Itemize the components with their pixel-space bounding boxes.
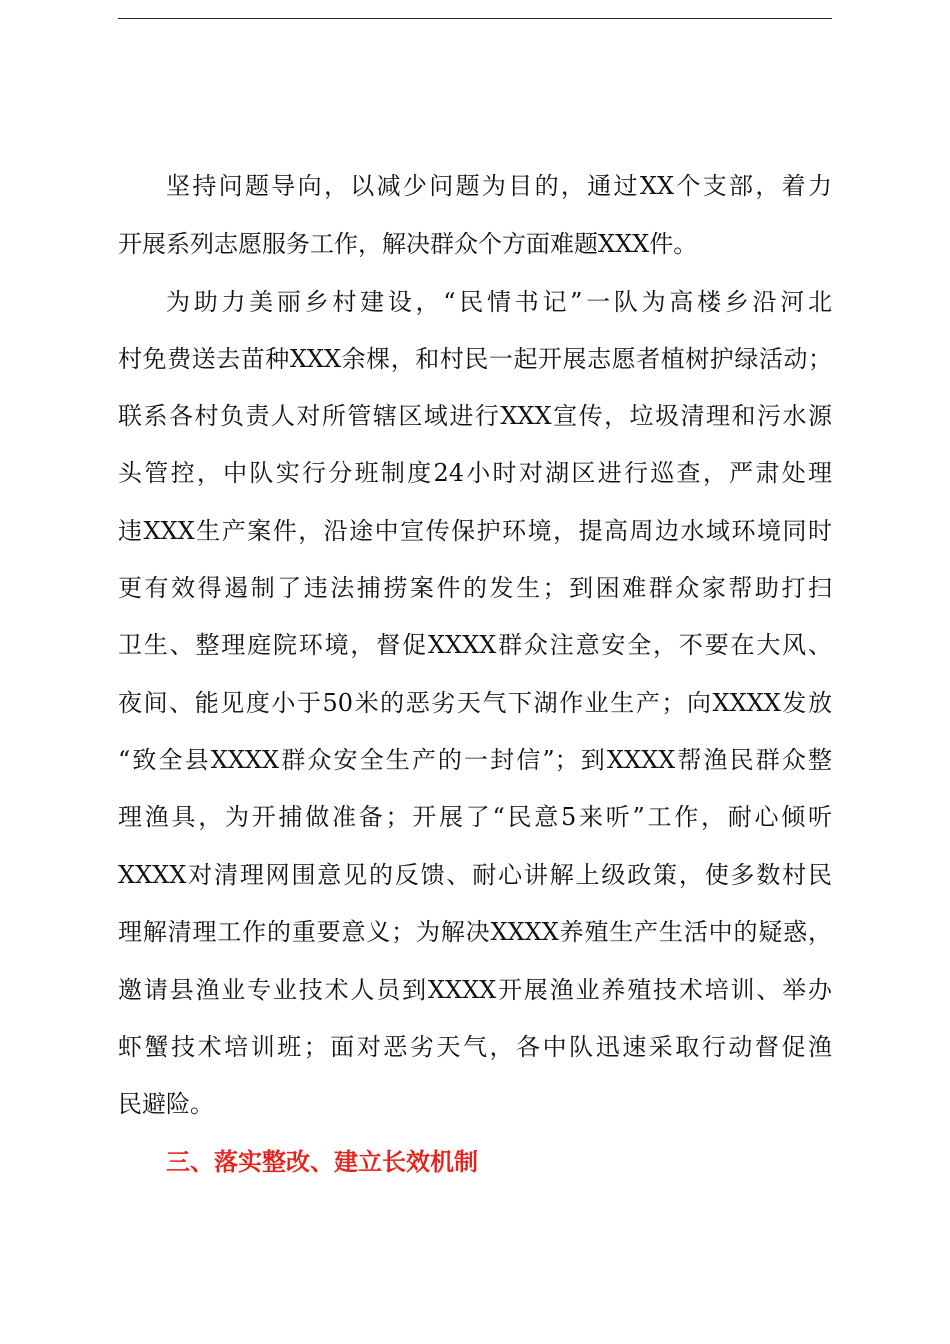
paragraph-line: 村免费送去苗种XXX余棵，和村民一起开展志愿者植树护绿活动；	[118, 345, 832, 373]
paragraph-line: 更有效得遏制了违法捕捞案件的发生；到困难群众家帮助打扫	[118, 574, 832, 602]
paragraph-line: 卫生、整理庭院环境，督促XXXX群众注意安全，不要在大风、	[118, 631, 832, 659]
section-heading: 三、落实整改、建立长效机制	[166, 1148, 478, 1176]
paragraph-line: 坚持问题导向，以减少问题为目的，通过XX个支部，着力	[166, 172, 832, 200]
paragraph-line: 邀请县渔业专业技术人员到XXXX开展渔业养殖技术培训、举办	[118, 976, 832, 1004]
header-rule	[118, 18, 832, 19]
paragraph-line: 民避险。	[118, 1090, 214, 1118]
paragraph-line: 违XXX生产案件，沿途中宣传保护环境，提高周边水域环境同时	[118, 517, 832, 545]
paragraph-line: “致全县XXXX群众安全生产的一封信”；到XXXX帮渔民群众整	[118, 746, 832, 774]
paragraph-line: 理解清理工作的重要意义；为解决XXXX养殖生产生活中的疑惑，	[118, 918, 832, 946]
paragraph-line: XXXX对清理网围意见的反馈、耐心讲解上级政策，使多数村民	[118, 861, 832, 889]
paragraph-line: 夜间、能见度小于50米的恶劣天气下湖作业生产；向XXXX发放	[118, 689, 832, 717]
paragraph-line: 为助力美丽乡村建设，“民情书记”一队为高楼乡沿河北	[166, 288, 832, 316]
paragraph-line: 理渔具，为开捕做准备；开展了“民意5来听”工作，耐心倾听	[118, 803, 832, 831]
paragraph-line: 虾蟹技术培训班；面对恶劣天气，各中队迅速采取行动督促渔	[118, 1033, 832, 1061]
paragraph-line: 联系各村负责人对所管辖区域进行XXX宣传，垃圾清理和污水源	[118, 402, 832, 430]
paragraph-line: 开展系列志愿服务工作，解决群众个方面难题XXX件。	[118, 230, 698, 258]
paragraph-line: 头管控，中队实行分班制度24小时对湖区进行巡查，严肃处理	[118, 459, 832, 487]
